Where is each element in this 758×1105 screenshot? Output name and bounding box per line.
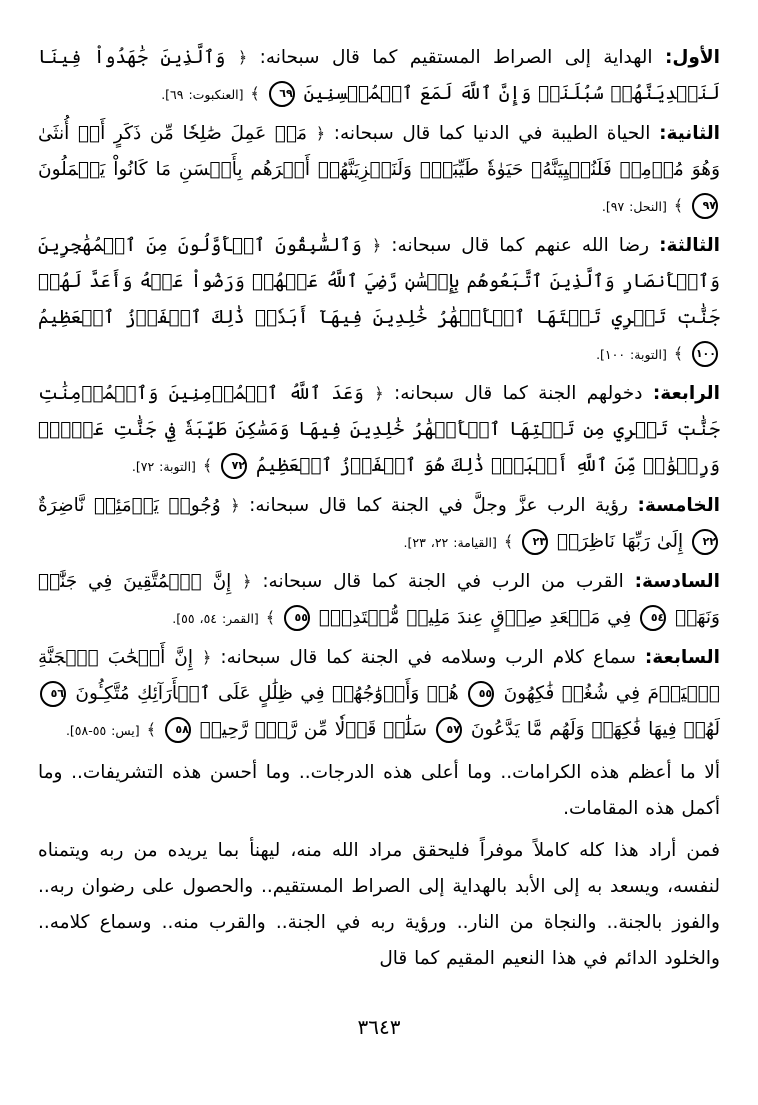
verse-reference: [النحل: ٩٧]. bbox=[601, 199, 667, 214]
item-lead: الخامسة: bbox=[637, 495, 720, 516]
list-item bbox=[38, 116, 720, 225]
ornament-close-icon: ﴾ bbox=[250, 84, 260, 103]
item-lead: الثانية: bbox=[659, 123, 720, 144]
verse-number: ٥٥ bbox=[468, 681, 494, 707]
item-intro: الهداية إلى الصراط المستقيم كما قال سبحانه: bbox=[259, 47, 653, 68]
quran-verse: مَنۡ عَمِلَ صَٰلِحٗا مِّن ذَكَرٍ أَوۡ أُنثَىٰ وَهُوَ مُؤۡمِنٞ فَلَنُحۡيِيَنَّهُۥ حَيَوٰةٗ طَيِّبَةٗۖ وَلَنَجۡزِيَنَّهُمۡ أَجۡرَهُم بِأَحۡسَنِ مَا كَانُواْ يَعۡمَلُونَ bbox=[38, 123, 720, 180]
verse-reference: [العنكبوت: ٦٩]. bbox=[161, 87, 244, 102]
quran-verse: إِنَّ أَصۡحَٰبَ ٱلۡجَنَّةِ ٱلۡيَوۡمَ فِي شُغُلٖ فَٰكِهُونَ bbox=[38, 647, 720, 704]
quran-verse: وَعَدَ ٱللَّهُ ٱلۡمُؤۡمِنِينَ وَٱلۡمُؤۡمِنَٰتِ جَنَّٰتٖ تَجۡرِي مِن تَحۡتِهَا ٱلۡأَنۡهَٰرُ خَٰلِدِينَ فِيهَا وَمَسَٰكِنَ طَيِّبَةٗ فِي جَنَّٰتِ عَدۡنٖۚ وَرِضۡوَٰنٞ مِّنَ ٱللَّهِ أَكۡبَرُۚ ذَٰلِكَ هُوَ ٱلۡفَوۡزُ ٱلۡعَظِيمُ bbox=[38, 383, 720, 476]
ornament-open-icon: ﴿ bbox=[374, 384, 384, 403]
verse-number: ٢٢ bbox=[692, 529, 718, 555]
item-intro: رضا الله عنهم كما قال سبحانه: bbox=[391, 235, 650, 256]
list-item bbox=[38, 228, 720, 373]
list-item bbox=[38, 488, 720, 561]
body-paragraph: فمن أراد هذا كله كاملاً موفراً فليحقق مراد الله منه، ليهنأ بما يريده من ربه ويتمناه لنفسه، ويسعد به إلى الأبد بالهداية إلى الصراط المستقيم.. والحصول على رضوان ربه.. والفوز بالجنة.. والنجاة من النار.. ورؤية ربه في الجنة.. والقرب منه.. وسماع كلامه.. والخلود الدائم في هذا النعيم المقيم كما قال bbox=[38, 840, 720, 969]
verse-number: ٥٦ bbox=[40, 681, 66, 707]
item-lead: الثالثة: bbox=[659, 235, 720, 256]
item-intro: رؤية الرب عزَّ وجلَّ في الجنة كما قال سبحانه: bbox=[249, 495, 628, 516]
ornament-close-icon: ﴾ bbox=[673, 344, 684, 363]
ornament-close-icon: ﴾ bbox=[503, 532, 514, 551]
ornament-open-icon: ﴿ bbox=[371, 236, 382, 255]
ornament-close-icon: ﴾ bbox=[202, 456, 213, 475]
verse-number: ٩٧ bbox=[692, 193, 718, 219]
verse-number: ٥٤ bbox=[640, 605, 666, 631]
verse-reference: [التوبة: ٧٢]. bbox=[131, 459, 196, 474]
quran-verse: هُمۡ وَأَزۡوَٰجُهُمۡ فِي ظِلَٰلٍ عَلَى ٱلۡأَرَآئِكِ مُتَّكِـُٔونَ bbox=[75, 683, 459, 704]
ornament-open-icon: ﴿ bbox=[315, 124, 326, 143]
verse-reference: [القيامة: ٢٢، ٢٣]. bbox=[403, 535, 497, 550]
ornament-close-icon: ﴾ bbox=[673, 196, 684, 215]
verse-number: ٢٣ bbox=[522, 529, 548, 555]
quran-verse: إِلَىٰ رَبِّهَا نَاظِرَةٞ bbox=[556, 531, 684, 552]
list-item bbox=[38, 564, 720, 637]
item-lead: الأول: bbox=[664, 47, 721, 68]
ornament-open-icon: ﴿ bbox=[230, 496, 240, 515]
item-lead: الرابعة: bbox=[652, 383, 720, 404]
list-item bbox=[38, 40, 720, 113]
list-item bbox=[38, 640, 720, 749]
quran-verse: وُجُوهٞ يَوۡمَئِذٖ نَّاضِرَةٌ bbox=[38, 495, 221, 516]
ornament-open-icon: ﴿ bbox=[242, 572, 252, 591]
ornament-close-icon: ﴾ bbox=[265, 608, 276, 627]
item-lead: السادسة: bbox=[634, 571, 720, 592]
verse-number: ٥٥ bbox=[284, 605, 310, 631]
verse-reference: [التوبة: ١٠٠]. bbox=[596, 347, 667, 362]
verse-number: ٥٧ bbox=[436, 717, 462, 743]
quran-verse: لَهُمۡ فِيهَا فَٰكِهَةٞ وَلَهُم مَّا يَدَّعُونَ bbox=[470, 719, 720, 740]
body-paragraph: ألا ما أعظم هذه الكرامات.. وما أعلى هذه الدرجات.. وما أحسن هذه التشريفات.. وما أكمل هذه المقامات. bbox=[38, 762, 720, 819]
item-lead: السابعة: bbox=[644, 647, 720, 668]
ornament-close-icon: ﴾ bbox=[146, 720, 156, 739]
verse-number: ٥٨ bbox=[165, 717, 191, 743]
item-intro: الحياة الطيبة في الدنيا كما قال سبحانه: bbox=[333, 123, 651, 144]
verse-number: ٦٩ bbox=[269, 81, 295, 107]
item-intro: دخولهم الجنة كما قال سبحانه: bbox=[394, 383, 643, 404]
quran-verse: فِي مَقۡعَدِ صِدۡقٍ عِندَ مَلِيكٖ مُّقۡتَدِرِۭ bbox=[318, 607, 632, 628]
quran-verse: إِنَّ ٱلۡمُتَّقِينَ فِي جَنَّٰتٖ وَنَهَرٖ bbox=[38, 571, 720, 628]
ornament-open-icon: ﴿ bbox=[201, 648, 212, 667]
verse-reference: [القمر: ٥٤، ٥٥]. bbox=[172, 611, 259, 626]
verse-reference: [يس: ٥٥-٥٨]. bbox=[65, 723, 140, 738]
item-intro: سماع كلام الرب وسلامه في الجنة كما قال سبحانه: bbox=[220, 647, 636, 668]
quran-verse: وَٱلسَّٰبِقُونَ ٱلۡأَوَّلُونَ مِنَ ٱلۡمُهَٰجِرِينَ وَٱلۡأَنصَارِ وَٱلَّذِينَ ٱتَّبَعُوهُم بِإِحۡسَٰنٖ رَّضِيَ ٱللَّهُ عَنۡهُمۡ وَرَضُواْ عَنۡهُ وَأَعَدَّ لَهُمۡ جَنَّٰتٖ تَجۡرِي تَحۡتَهَا ٱلۡأَنۡهَٰرُ خَٰلِدِينَ فِيهَآ أَبَدٗاۚ ذَٰلِكَ ٱلۡفَوۡزُ ٱلۡعَظِيمُ bbox=[38, 235, 720, 328]
verse-number: ٧٢ bbox=[221, 453, 247, 479]
list-item bbox=[38, 376, 720, 485]
item-intro: القرب من الرب في الجنة كما قال سبحانه: bbox=[262, 571, 624, 592]
quran-verse: سَلَٰمٞ قَوۡلٗا مِّن رَّبّٖ رَّحِيمٖ bbox=[199, 719, 428, 740]
page-number: ٣٦٤٣ bbox=[357, 1015, 401, 1039]
quran-verse: وَٱلَّذِينَ جَٰهَدُواْ فِينَا لَنَهۡدِيَنَّهُمۡ سُبُلَنَاۚ وَإِنَّ ٱللَّهَ لَمَعَ ٱلۡمُحۡسِنِينَ bbox=[38, 47, 720, 104]
ornament-open-icon: ﴿ bbox=[237, 48, 248, 67]
verse-number: ١٠٠ bbox=[692, 341, 718, 367]
